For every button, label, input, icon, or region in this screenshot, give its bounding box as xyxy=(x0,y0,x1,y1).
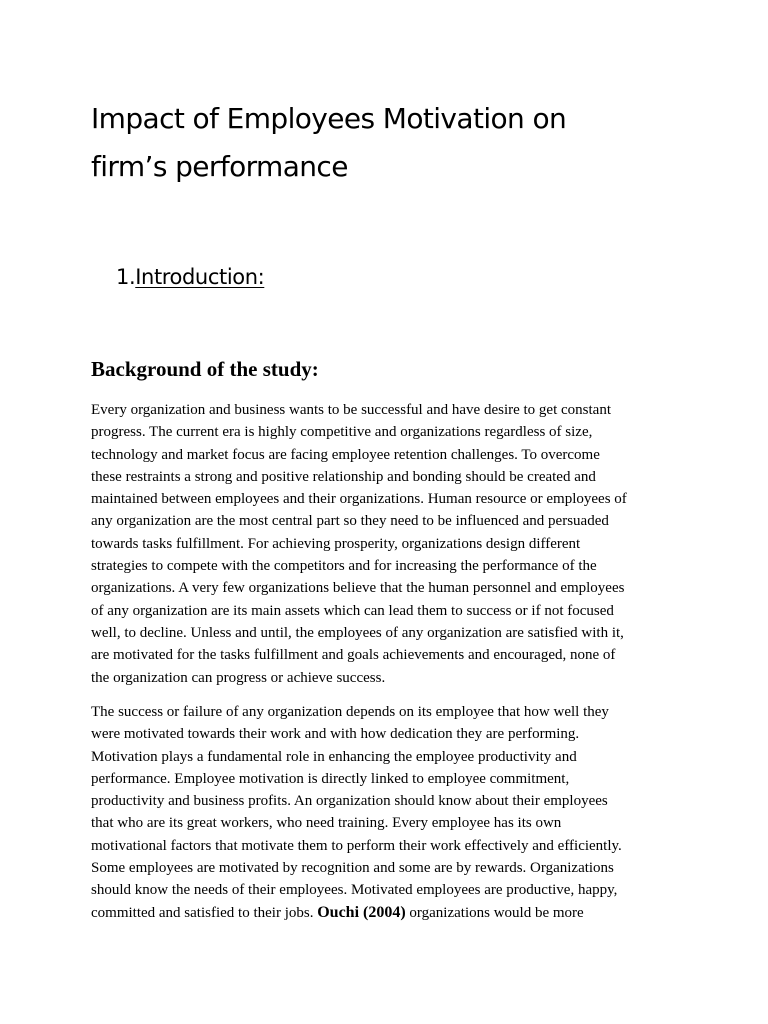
title-line: Impact of Employees Motivation on xyxy=(91,102,567,135)
paragraph-motivation xyxy=(91,701,622,924)
document-title xyxy=(91,95,691,191)
text-fragment: organizations would be more xyxy=(405,904,584,921)
section-number: 1. xyxy=(116,265,136,289)
citation-ouchi-2004: Ouchi (2004) xyxy=(317,903,406,921)
section-heading-introduction xyxy=(116,262,264,292)
text-line: any organization are the most central part so they need to be influenced and persuaded xyxy=(91,513,609,530)
text-line: were motivated towards their work and with how dedication they are performing. xyxy=(91,726,580,743)
text-line: that who are its great workers, who need training. Every employee has its own xyxy=(91,815,562,832)
text-line: productivity and business profits. An organization should know about their employees xyxy=(91,793,608,810)
text-line: The success or failure of any organization depends on its employee that how well they xyxy=(91,704,609,720)
text-line: should know the needs of their employees. Motivated employees are productive, happy, xyxy=(91,882,618,899)
text-line: these restraints a strong and positive relationship and bonding should be created and xyxy=(91,468,596,485)
text-line: strategies to compete with the competitors and for increasing the performance of the xyxy=(91,558,597,575)
text-line: maintained between employees and their organizations. Human resource or employees of xyxy=(91,491,627,508)
text-line: Motivation plays a fundamental role in enhancing the employee productivity and xyxy=(91,748,577,765)
text-line: are motivated for the tasks fulfillment and goals achievements and encouraged, none of xyxy=(91,647,616,664)
background-subheading: Background of the study: xyxy=(91,357,319,381)
text-fragment: committed and satisfied to their jobs. xyxy=(91,904,318,921)
text-line: performance. Employee motivation is directly linked to employee commitment, xyxy=(91,770,570,787)
text-line: technology and market focus are facing employee retention challenges. To overcome xyxy=(91,446,600,463)
text-line: the organization can progress or achieve success. xyxy=(91,669,386,686)
text-line: towards tasks fulfillment. For achieving prosperity, organizations design different xyxy=(91,535,581,552)
title-line: firm’s performance xyxy=(91,150,348,183)
text-line: Every organization and business wants to be successful and have desire to get constant xyxy=(91,402,611,418)
text-line: motivational factors that motivate them to perform their work effectively and efficiently. xyxy=(91,837,622,854)
text-line: of any organization are its main assets which can lead them to success or if not focused xyxy=(91,602,614,619)
paragraph-background xyxy=(91,399,627,689)
text-line: Some employees are motivated by recognition and some are by rewards. Organizations xyxy=(91,860,614,877)
text-line: progress. The current era is highly competitive and organizations regardless of size, xyxy=(91,424,593,441)
section-title: Introduction: xyxy=(135,265,265,289)
text-line: organizations. A very few organizations believe that the human personnel and employees xyxy=(91,580,625,597)
text-line-with-citation xyxy=(91,902,622,924)
text-line: well, to decline. Unless and until, the employees of any organization are satisfied with it, xyxy=(91,624,624,641)
